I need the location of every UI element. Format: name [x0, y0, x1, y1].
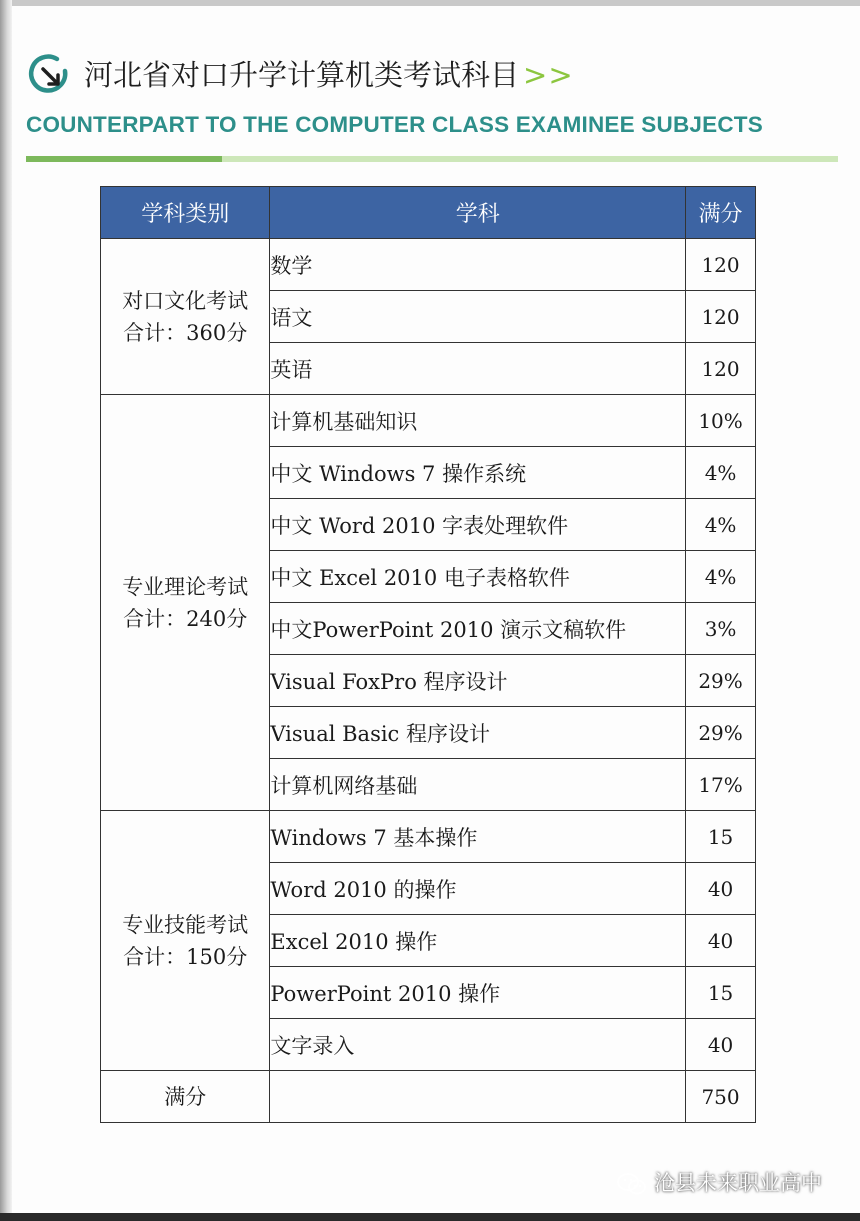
- category-cell: [101, 239, 270, 395]
- table-total-row: [101, 1071, 756, 1123]
- table-row: [101, 811, 756, 863]
- category-total: 合计：360分: [123, 320, 248, 345]
- score-cell: 4%: [686, 499, 756, 551]
- score-cell: 29%: [686, 707, 756, 759]
- subject-cell: PowerPoint 2010 操作: [270, 967, 686, 1019]
- subject-cell: 中文PowerPoint 2010 演示文稿软件: [270, 603, 686, 655]
- header-subject: 学科: [270, 187, 686, 239]
- total-score: 750: [686, 1071, 756, 1123]
- page-binding-shadow: [0, 0, 12, 1221]
- page-title-text: 河北省对口升学计算机类考试科目: [84, 58, 520, 92]
- subject-cell: 计算机基础知识: [270, 395, 686, 447]
- score-cell: 120: [686, 343, 756, 395]
- subject-cell: 数学: [270, 239, 686, 291]
- subject-cell: 英语: [270, 343, 686, 395]
- score-cell: 4%: [686, 447, 756, 499]
- score-cell: 10%: [686, 395, 756, 447]
- subject-cell: 中文 Windows 7 操作系统: [270, 447, 686, 499]
- subject-cell: 中文 Word 2010 字表处理软件: [270, 499, 686, 551]
- category-cell: [101, 395, 270, 811]
- subject-cell: 中文 Excel 2010 电子表格软件: [270, 551, 686, 603]
- table-row: [101, 239, 756, 291]
- page-title: [84, 55, 574, 95]
- subject-cell: Visual Basic 程序设计: [270, 707, 686, 759]
- score-cell: 17%: [686, 759, 756, 811]
- category-total: 合计：240分: [123, 606, 248, 631]
- category-name: 专业理论考试: [122, 574, 249, 599]
- category-name: 对口文化考试: [122, 288, 249, 313]
- score-cell: 15: [686, 811, 756, 863]
- subject-cell: Windows 7 基本操作: [270, 811, 686, 863]
- score-cell: 29%: [686, 655, 756, 707]
- score-cell: 3%: [686, 603, 756, 655]
- table-row: [101, 395, 756, 447]
- score-cell: 120: [686, 239, 756, 291]
- score-cell: 15: [686, 967, 756, 1019]
- score-cell: 40: [686, 1019, 756, 1071]
- header-category: 学科类别: [101, 187, 270, 239]
- page-subtitle: COUNTERPART TO THE COMPUTER CLASS EXAMINEE SUBJECTS: [26, 112, 763, 137]
- wechat-icon: [616, 1172, 648, 1196]
- subject-cell: Visual FoxPro 程序设计: [270, 655, 686, 707]
- header-score: 满分: [686, 187, 756, 239]
- circle-arrow-icon: [26, 52, 72, 98]
- category-name: 专业技能考试: [122, 912, 249, 937]
- table-header-row: [101, 187, 756, 239]
- subject-cell: Word 2010 的操作: [270, 863, 686, 915]
- category-cell: [101, 811, 270, 1071]
- total-subject-cell: [270, 1071, 686, 1123]
- score-cell: 120: [686, 291, 756, 343]
- category-total: 合计：150分: [123, 944, 248, 969]
- score-cell: 4%: [686, 551, 756, 603]
- background-edge-bottom: [0, 1213, 860, 1221]
- score-cell: 40: [686, 915, 756, 967]
- watermark-text: 沧县未来职业高中: [654, 1171, 822, 1195]
- title-arrows: >>: [523, 58, 574, 92]
- score-cell: 40: [686, 863, 756, 915]
- subject-cell: 文字录入: [270, 1019, 686, 1071]
- exam-subjects-table: [100, 186, 756, 1123]
- subject-cell: 语文: [270, 291, 686, 343]
- watermark: [616, 1168, 822, 1198]
- total-label: 满分: [101, 1071, 270, 1123]
- subject-cell: 计算机网络基础: [270, 759, 686, 811]
- divider-bar-dark: [26, 156, 222, 162]
- divider-bar-light: [222, 156, 838, 162]
- subject-cell: Excel 2010 操作: [270, 915, 686, 967]
